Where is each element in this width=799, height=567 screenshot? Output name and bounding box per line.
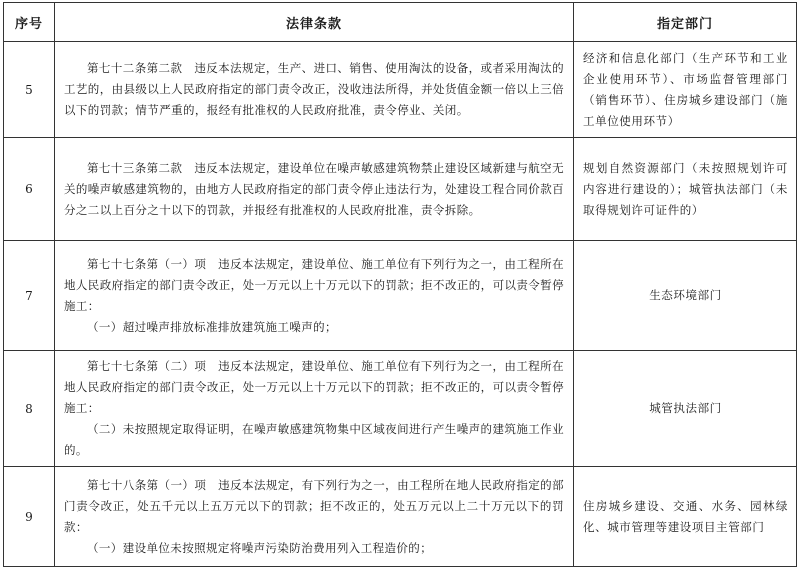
law-penalty-table bbox=[3, 2, 797, 567]
row-legal-clause bbox=[55, 351, 574, 467]
clause-item: （一）超过噪声排放标准排放建筑施工噪声的； bbox=[87, 319, 337, 334]
header-serial-number: 序号 bbox=[4, 3, 55, 42]
header-designated-department: 指定部门 bbox=[574, 3, 797, 42]
row-designated-department: 经济和信息化部门（生产环节和工业企业使用环节）、市场监督管理部门（销售环节）、住房城乡建设部门（施工单位使用环节） bbox=[574, 42, 797, 138]
row-designated-department: 规划自然资源部门（未按照规划许可内容进行建设的）；城管执法部门（未取得规划许可证件的） bbox=[574, 138, 797, 241]
row-designated-department: 城管执法部门 bbox=[574, 351, 797, 467]
header-legal-clause: 法律条款 bbox=[55, 3, 574, 42]
clause-paragraph: 第七十三条第二款 违反本法规定，建设单位在噪声敏感建筑物禁止建设区域新建与航空无关的噪声敏感建筑物的，由地方人民政府指定的部门责令停止违法行为，处建设工程合同价款百分之二以上百分之十以下的罚款，并报经有批准权的人民政府批准，责令拆除。 bbox=[64, 160, 564, 217]
row-serial-number: 7 bbox=[4, 241, 55, 351]
table-row bbox=[4, 467, 797, 567]
clause-paragraph: 第七十七条第（一）项 违反本法规定，建设单位、施工单位有下列行为之一，由工程所在地人民政府指定的部门责令改正，处一万元以上十万元以下的罚款；拒不改正的，可以责令暂停施工： bbox=[64, 256, 564, 313]
row-legal-clause bbox=[55, 42, 574, 138]
table-row bbox=[4, 241, 797, 351]
row-legal-clause bbox=[55, 467, 574, 567]
row-designated-department: 生态环境部门 bbox=[574, 241, 797, 351]
table-header-row bbox=[4, 3, 797, 42]
clause-item: （一）建设单位未按照规定将噪声污染防治费用列入工程造价的； bbox=[87, 540, 433, 555]
row-serial-number: 5 bbox=[4, 42, 55, 138]
table-row bbox=[4, 42, 797, 138]
clause-paragraph: 第七十二条第二款 违反本法规定，生产、进口、销售、使用淘汰的设备，或者采用淘汰的工艺的，由县级以上人民政府指定的部门责令改正，没收违法所得，并处货值金额一倍以上三倍以下的罚款；情节严重的，报经有批准权的人民政府批准，责令停业、关闭。 bbox=[64, 61, 564, 117]
clause-paragraph: 第七十八条第（一）项 违反本法规定，有下列行为之一，由工程所在地人民政府指定的部门责令改正，处五千元以上五万元以下的罚款；拒不改正的，处五万元以上二十万元以下的罚款： bbox=[64, 477, 564, 534]
row-serial-number: 8 bbox=[4, 351, 55, 467]
row-legal-clause bbox=[55, 138, 574, 241]
row-legal-clause bbox=[55, 241, 574, 351]
row-serial-number: 9 bbox=[4, 467, 55, 567]
clause-item: （二）未按照规定取得证明，在噪声敏感建筑物集中区域夜间进行产生噪声的建筑施工作业的。 bbox=[64, 422, 564, 457]
clause-paragraph: 第七十七条第（二）项 违反本法规定，建设单位、施工单位有下列行为之一，由工程所在地人民政府指定的部门责令改正，处一万元以上十万元以下的罚款；拒不改正的，可以责令暂停施工： bbox=[64, 359, 564, 415]
table-row bbox=[4, 138, 797, 241]
row-serial-number: 6 bbox=[4, 138, 55, 241]
row-designated-department: 住房城乡建设、交通、水务、园林绿化、城市管理等建设项目主管部门 bbox=[574, 467, 797, 567]
table-row bbox=[4, 351, 797, 467]
